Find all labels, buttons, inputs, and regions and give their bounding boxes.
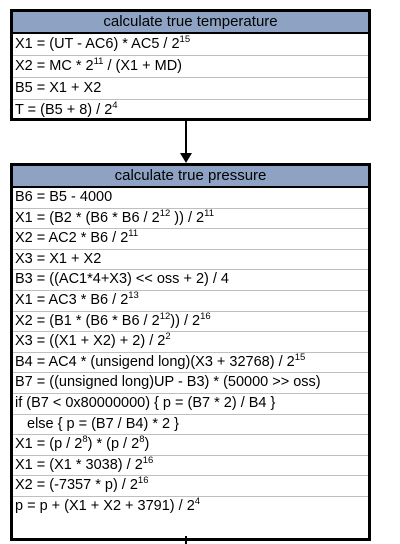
formula-text: ) * (p / 2 <box>87 436 140 453</box>
formula-text: X1 = (X1 * 3038) / 2 <box>15 456 143 473</box>
formula-line <box>13 188 368 209</box>
flow-arrow-icon <box>180 153 192 163</box>
flow-connector-line <box>185 121 187 153</box>
pressure-box <box>10 163 371 541</box>
formula-text: )) / 2 <box>170 312 201 329</box>
formula-line <box>13 100 368 121</box>
formula-line <box>13 229 368 250</box>
formula-line <box>13 34 368 56</box>
formula-text: B5 = X1 + X2 <box>15 80 102 96</box>
pressure-box-title: calculate true pressure <box>13 166 368 188</box>
formula-text: ) <box>144 436 150 453</box>
formula-text: X1 = (UT - AC6) * AC5 / 2 <box>15 36 180 52</box>
formula-line <box>13 312 368 333</box>
formula-text: X1 = (B2 * (B6 * B6 / 2 <box>15 209 160 226</box>
formula-exponent: 4 <box>194 495 201 507</box>
temperature-box-title: calculate true temperature <box>13 12 368 34</box>
formula-exponent: 15 <box>179 34 191 45</box>
formula-text: if (B7 < 0x80000000) { p = (B7 * 2) / B4 } <box>15 394 276 411</box>
formula-text: X1 = AC3 * B6 / 2 <box>15 291 129 308</box>
formula-text: else { p = (B7 / B4) * 2 } <box>27 415 179 432</box>
formula-text: X3 = ((X1 + X2) + 2) / 2 <box>15 333 166 350</box>
pressure-formula-list <box>13 188 368 517</box>
formula-text: T = (B5 + 8) / 2 <box>15 102 113 118</box>
formula-text: X2 = (-7357 * p) / 2 <box>15 477 138 494</box>
formula-text: )) / 2 <box>170 209 205 226</box>
formula-line <box>13 270 368 291</box>
formula-line <box>13 476 368 497</box>
formula-text: p = p + (X1 + X2 + 3791) / 2 <box>15 497 195 514</box>
formula-line <box>13 394 368 415</box>
formula-exponent: 16 <box>200 310 211 322</box>
formula-exponent: 12 <box>159 207 171 219</box>
formula-text: X2 = MC * 2 <box>15 58 94 74</box>
formula-text: X2 = (B1 * (B6 * B6 / 2 <box>15 312 160 329</box>
temperature-formula-list <box>13 34 368 121</box>
formula-exponent: 13 <box>128 289 139 301</box>
formula-line <box>13 497 368 517</box>
formula-text: B6 = B5 - 4000 <box>15 189 113 205</box>
formula-line <box>13 373 368 394</box>
formula-line <box>13 353 368 374</box>
formula-line <box>13 456 368 477</box>
formula-text: B4 = AC4 * (unsigend long)(X3 + 32768) / 2 <box>15 353 295 370</box>
formula-exponent: 4 <box>112 100 118 111</box>
formula-exponent: 2 <box>165 331 171 343</box>
formula-exponent: 12 <box>159 310 171 322</box>
formula-line <box>13 250 368 271</box>
formula-exponent: 11 <box>128 228 139 240</box>
formula-line <box>13 435 368 456</box>
formula-text: B3 = ((AC1*4+X3) << oss + 2) / 4 <box>15 271 229 288</box>
formula-line <box>13 78 368 100</box>
formula-exponent: 16 <box>142 454 154 466</box>
flow-connector-line-bottom <box>185 536 187 544</box>
formula-exponent: 11 <box>93 56 104 67</box>
formula-line <box>13 291 368 312</box>
formula-exponent: 8 <box>82 434 88 446</box>
temperature-box <box>10 9 371 121</box>
formula-exponent: 16 <box>137 475 149 487</box>
formula-text: X3 = X1 + X2 <box>15 250 102 267</box>
formula-exponent: 8 <box>139 434 145 446</box>
formula-line <box>13 209 368 230</box>
formula-text: X1 = (p / 2 <box>15 436 83 453</box>
formula-line <box>13 56 368 78</box>
formula-text: B7 = ((unsigned long)UP - B3) * (50000 >> oss) <box>15 374 321 391</box>
formula-text: X2 = AC2 * B6 / 2 <box>15 230 129 247</box>
formula-exponent: 11 <box>204 207 214 219</box>
formula-text: / (X1 + MD) <box>103 58 183 74</box>
formula-exponent: 15 <box>294 351 306 363</box>
formula-line <box>13 332 368 353</box>
formula-line <box>13 415 368 436</box>
